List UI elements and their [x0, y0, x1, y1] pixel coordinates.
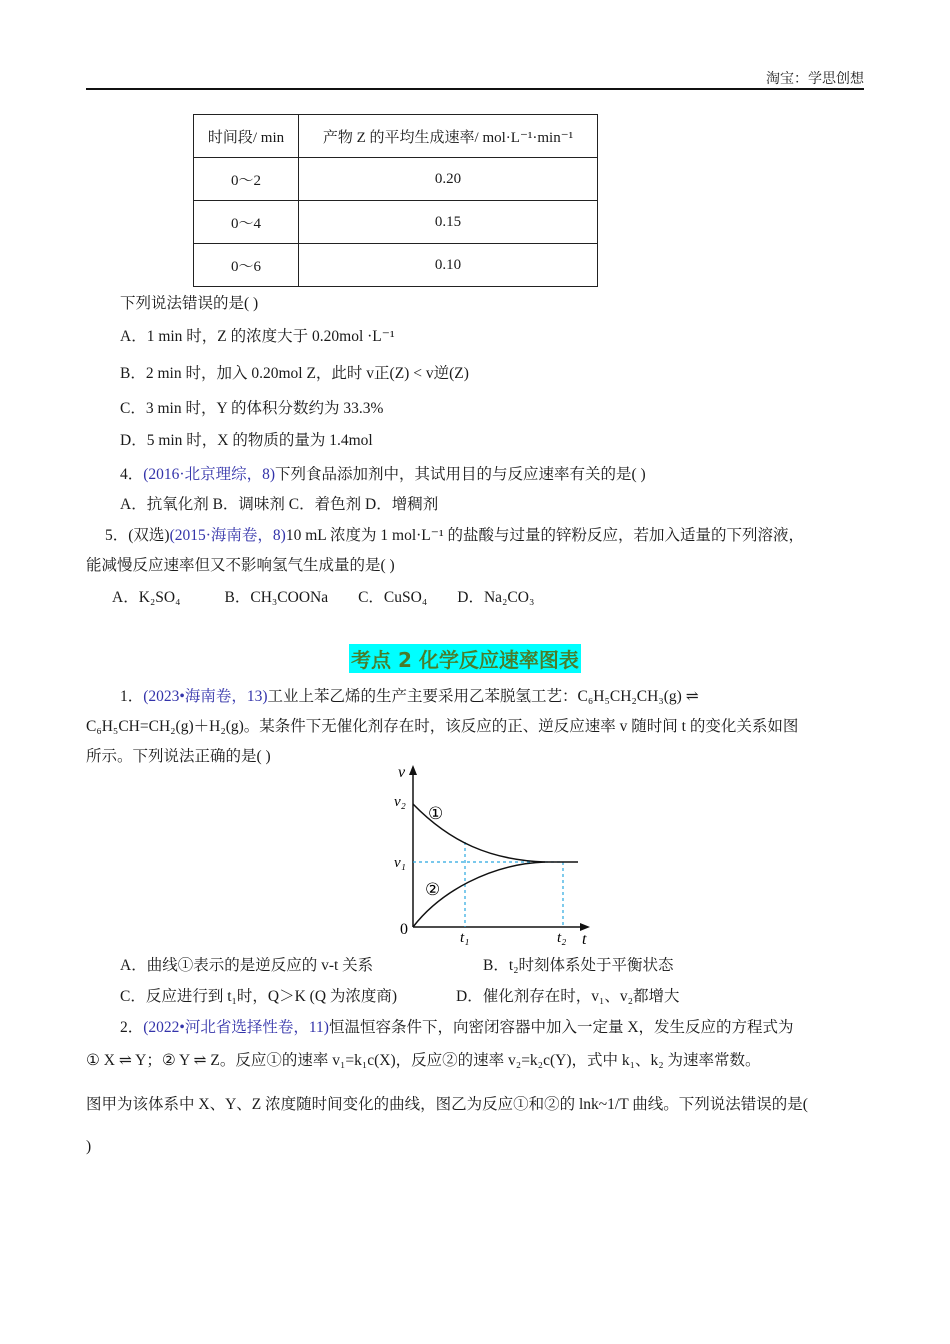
- table-cell: 0～6: [194, 244, 299, 287]
- q3-option-a: A．1 min 时，Z 的浓度大于 0.20mol ·L⁻¹: [120, 328, 395, 345]
- table-header: 时间段/ min: [194, 115, 299, 158]
- s2q2-line2: ① X ⇌ Y；② Y ⇌ Z。反应①的速率 v₁=k₁c(X)，反应②的速率 v₂=k₂c(Y)，式中 k₁、k₂ 为速率常数。: [86, 1052, 761, 1069]
- s2q2-line1: [120, 1015, 794, 1037]
- s2q2-citation: (2022•河北省选择性卷，11): [143, 1019, 329, 1036]
- t2-label: t₂: [557, 930, 567, 946]
- q5-options: [112, 585, 534, 607]
- header-text: 淘宝：学思创想: [766, 71, 864, 87]
- q3-option-c: C．3 min 时，Y 的体积分数约为 33.3%: [120, 400, 384, 417]
- s2q1-line3: 所示。下列说法正确的是( ): [86, 748, 271, 765]
- q5-number: 5．(双选): [105, 527, 170, 544]
- table-cell: 0.10: [299, 244, 598, 287]
- s2q1-option-b: B．t₂时刻体系处于平衡状态: [483, 957, 674, 974]
- q3-option-b: B．2 min 时，加入 0.20mol Z，此时 v正(Z) < v逆(Z): [120, 365, 469, 382]
- s2q1-text: 工业上苯乙烯的生产主要采用乙苯脱氢工艺：C₆H₅CH₂CH₃(g) ⇌: [267, 688, 699, 705]
- q3-option-d: D．5 min 时，X 的物质的量为 1.4mol: [120, 432, 373, 449]
- velocity-time-chart: [380, 762, 600, 947]
- table-header: 产物 Z 的平均生成速率/ mol·L⁻¹·min⁻¹: [299, 115, 598, 158]
- table-row: [194, 201, 598, 244]
- s2q1-option-d: D．催化剂存在时，v₁、v₂都增大: [456, 988, 680, 1005]
- q3-stem: 下列说法错误的是( ): [120, 295, 259, 312]
- q4-text: 下列食品添加剂中，其试用目的与反应速率有关的是( ): [275, 466, 646, 483]
- q5-text: 10 mL 浓度为 1 mol·L⁻¹ 的盐酸与过量的锌粉反应，若加入适量的下列溶液，: [285, 527, 804, 544]
- s2q1-line1: [120, 684, 699, 706]
- q5-citation: (2015·海南卷，8): [169, 527, 286, 544]
- t1-label: t₁: [460, 930, 470, 946]
- s2q1-option-c: C．反应进行到 t₁时，Q＞K (Q 为浓度商): [120, 988, 398, 1005]
- table-cell: 0～2: [194, 158, 299, 201]
- q5-option-b: B．CH₃COONa: [224, 589, 329, 606]
- table-cell: 0.15: [299, 201, 598, 244]
- table-header-row: [194, 115, 598, 158]
- q4-citation: (2016·北京理综，8): [143, 466, 276, 483]
- s2q1-option-a: A．曲线①表示的是逆反应的 v-t 关系: [120, 957, 374, 974]
- v2-label: v₂: [394, 794, 406, 810]
- table-cell: 0.20: [299, 158, 598, 201]
- curve-2-label: ②: [425, 880, 441, 900]
- q4-stem: [120, 462, 646, 484]
- table-row: [194, 158, 598, 201]
- q4-number: 4．: [120, 466, 144, 483]
- q5-option-c: C．CuSO₄: [358, 589, 428, 606]
- x-axis-label: t: [582, 931, 587, 947]
- y-axis-label: v: [398, 764, 406, 781]
- section-heading: 考点 2 化学反应速率图表: [349, 644, 581, 673]
- s2q1-line2: C₆H₅CH=CH₂(g)＋H₂(g)。某条件下无催化剂存在时，该反应的正、逆反应速率 v 随时间 t 的变化关系如图: [86, 718, 799, 735]
- table-row: [194, 244, 598, 287]
- s2q2-line4: ): [86, 1138, 92, 1155]
- s2q1-citation: (2023•海南卷，13): [143, 688, 268, 705]
- q5-stem-line1: [105, 523, 804, 545]
- curve-1-label: ①: [428, 804, 444, 824]
- q5-stem-line2: 能减慢反应速率但又不影响氢气生成量的是( ): [86, 557, 395, 574]
- q5-option-a: A．K₂SO₄: [112, 589, 181, 606]
- header-divider: [86, 88, 864, 90]
- table-cell: 0～4: [194, 201, 299, 244]
- origin-label: 0: [400, 921, 408, 938]
- q4-options: A．抗氧化剂 B．调味剂 C．着色剂 D．增稠剂: [120, 496, 439, 513]
- v1-label: v₁: [394, 855, 406, 871]
- s2q2-line3: 图甲为该体系中 X、Y、Z 浓度随时间变化的曲线，图乙为反应①和②的 lnk~1/T 曲线。下列说法错误的是(: [86, 1096, 808, 1113]
- s2q2-number: 2．: [120, 1019, 144, 1036]
- s2q1-number: 1．: [120, 688, 144, 705]
- rate-table: [193, 114, 598, 287]
- q5-option-d: D．Na₂CO₃: [457, 589, 535, 606]
- s2q2-text: 恒温恒容条件下，向密闭容器中加入一定量 X，发生反应的方程式为: [328, 1019, 794, 1036]
